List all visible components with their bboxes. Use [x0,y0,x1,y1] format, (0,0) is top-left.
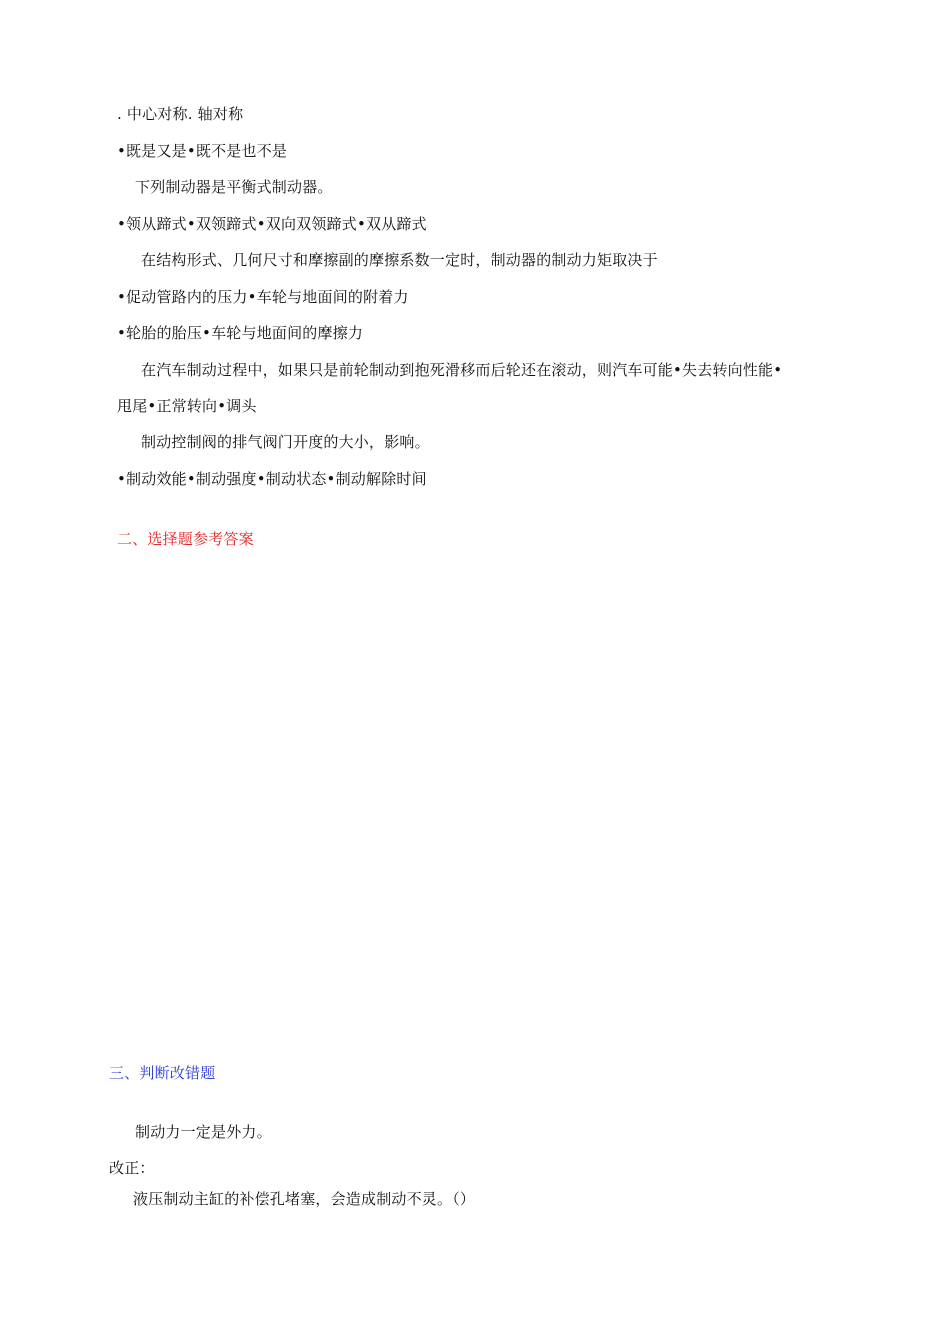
option-line-tail-swing: 甩尾•正常转向•调头 [117,397,257,415]
statement-master-cylinder: 液压制动主缸的补偿孔堵塞，会造成制动不灵。（） [133,1190,476,1208]
question-front-wheel-lock: 在汽车制动过程中，如果只是前轮制动到抱死滑移而后轮还在滚动，则汽车可能•失去转向性能• [141,361,783,379]
question-exhaust-valve: 制动控制阀的排气阀门开度的大小，影响。 [141,433,430,451]
question-balanced-brake: 下列制动器是平衡式制动器。 [135,178,333,196]
option-line-brake-effect: •制动效能•制动强度•制动状态•制动解除时间 [117,470,427,488]
correction-label: 改正： [109,1159,155,1177]
section-heading-judge-correct: 三、判断改错题 [109,1064,216,1082]
statement-braking-force: 制动力一定是外力。 [135,1123,272,1141]
option-line-tire-friction: •轮胎的胎压•车轮与地面间的摩擦力 [117,324,364,342]
option-line-symmetry: . 中心对称. 轴对称 [117,105,244,123]
option-line-shoe-types: •领从蹄式•双领蹄式•双向双领蹄式•双从蹄式 [117,215,427,233]
section-heading-answers: 二、选择题参考答案 [117,530,254,548]
option-line-both: •既是又是•既不是也不是 [117,142,288,160]
question-brake-torque: 在结构形式、几何尺寸和摩擦副的摩擦系数一定时，制动器的制动力矩取决于 [141,251,658,269]
option-line-pressure-adhesion: •促动管路内的压力•车轮与地面间的附着力 [117,288,409,306]
